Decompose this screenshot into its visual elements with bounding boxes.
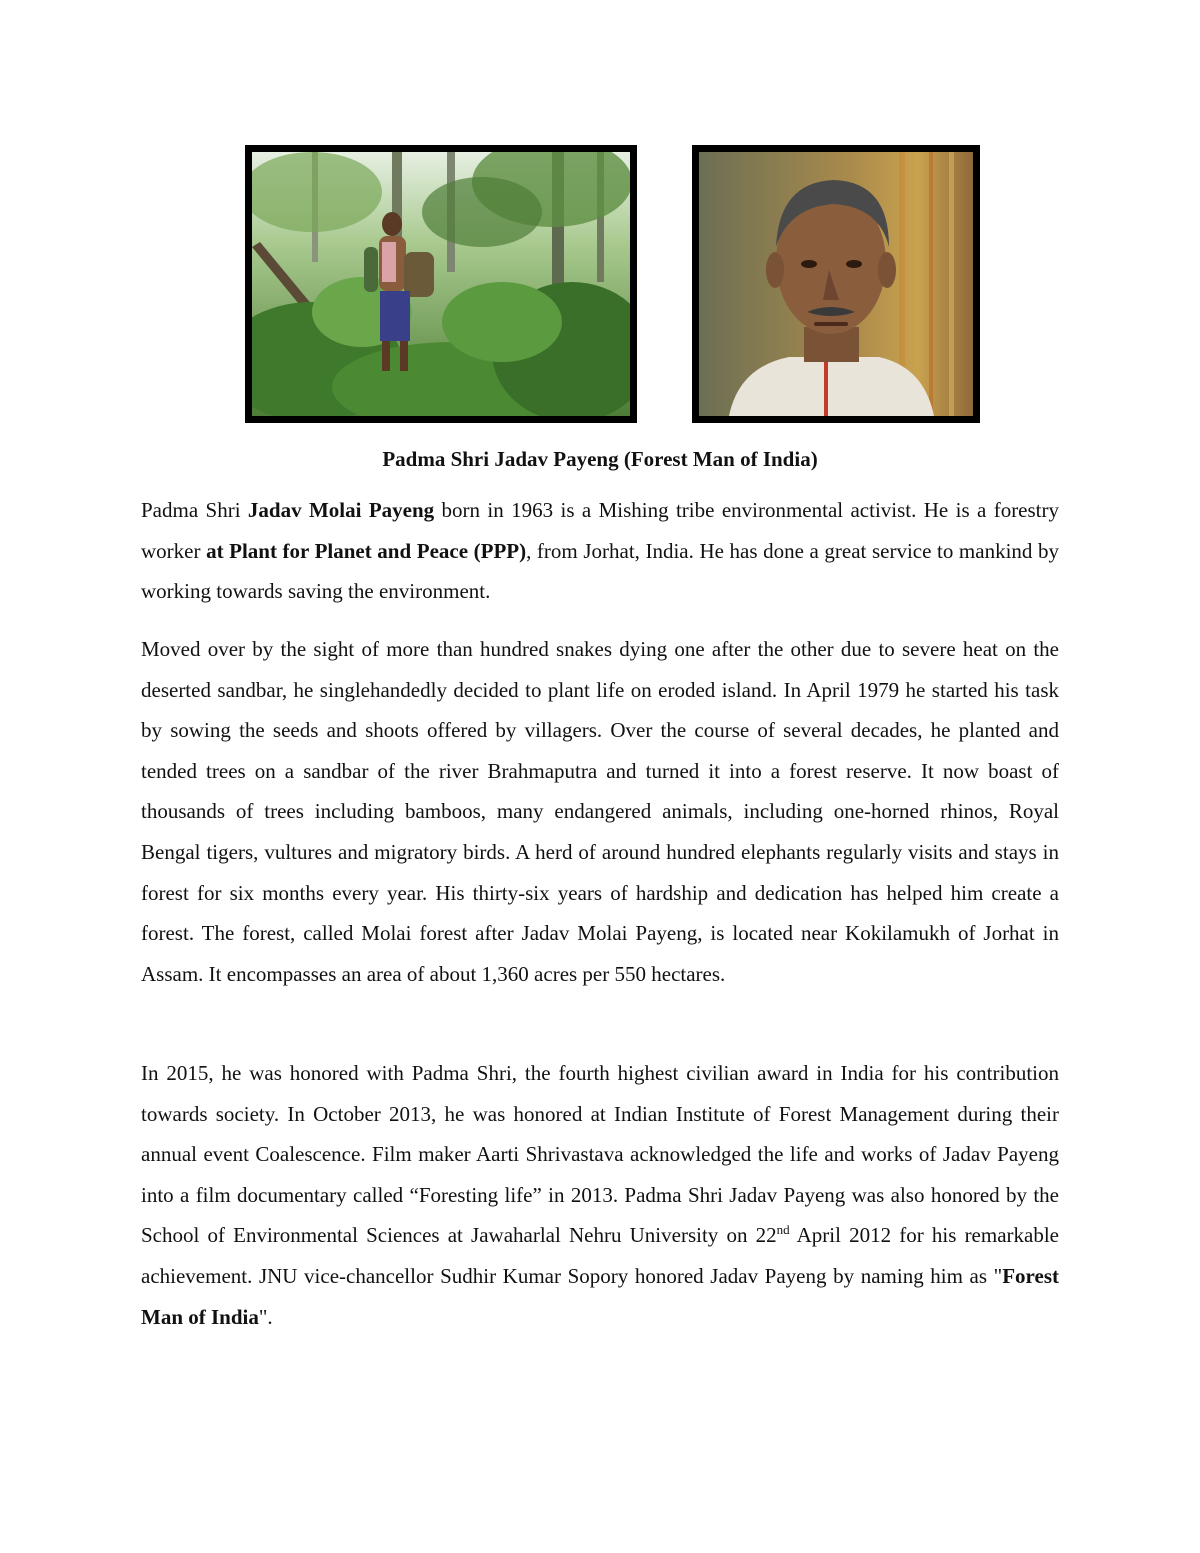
photo-portrait [692, 145, 980, 423]
photo-forest-man-walking [245, 145, 637, 423]
intro-name-bold: Jadav Molai Payeng [247, 498, 435, 522]
forest-photo-image [252, 152, 630, 416]
paragraph-forest-story: Moved over by the sight of more than hundred snakes dying one after the other due to severe heat on the deserted sandbar, he singlehandedly decided to plant life on eroded island. In April 1979 he started his task by sowing the seeds and shoots offered by villagers. Over the course of several decades, he planted and tended trees on a sandbar of the river Brahmaputra and turned it into a forest reserve. It now boast of thousands of trees including bamboos, many endangered animals, including one-horned rhinos, Royal Bengal tigers, vultures and migratory birds. A herd of around hundred elephants regularly visits and stays in forest for six months every year. His thirty-six years of hardship and dedication has helped him create a forest. The forest, called Molai forest after Jadav Molai Payeng, is located near Kokilamukh of Jorhat in Assam. It encompasses an area of about 1,360 acres per 550 hectares. [141, 637, 1059, 986]
honors-text-2: April 2012 for his remarkable achievement. JNU vice-chancellor Sudhir Kumar Sopory honored Jadav Payeng by naming him as " [141, 1223, 1060, 1288]
intro-text-3: , from Jorhat, India. He has done a great service to mankind by working towards saving the environment. [141, 538, 1059, 604]
portrait-photo-image [699, 152, 973, 416]
intro-text-1: Padma Shri [141, 498, 248, 522]
date-ordinal-superscript: nd [776, 1222, 790, 1238]
honors-text-1: In 2015, he was honored with Padma Shri, the fourth highest civilian award in India for his contribution towards society. In October 2013, he was honored at Indian Institute of Forest Management during their annual event Coalescence. Film maker Aarti Shrivastava acknowledged the life and works of Jadav Payeng into a film documentary called “Foresting life” in 2013. Padma Shri Jadav Payeng was also honored by the School of Environmental Sciences at Jawaharlal Nehru University on 22 [141, 1061, 1059, 1248]
honors-text-3: ". [258, 1304, 273, 1329]
intro-text-2: born in 1963 is a Mishing tribe environmental activist. He is a forestry worker [141, 498, 1060, 563]
paragraph-honors [141, 1053, 1059, 1337]
intro-organization-bold: at Plant for Planet and Peace (PPP) [206, 538, 527, 563]
photo-caption-heading: Padma Shri Jadav Payeng (Forest Man of India) [382, 447, 818, 471]
forest-man-title-bold: Forest Man of India [141, 1263, 1059, 1329]
paragraph-introduction [141, 490, 1059, 612]
